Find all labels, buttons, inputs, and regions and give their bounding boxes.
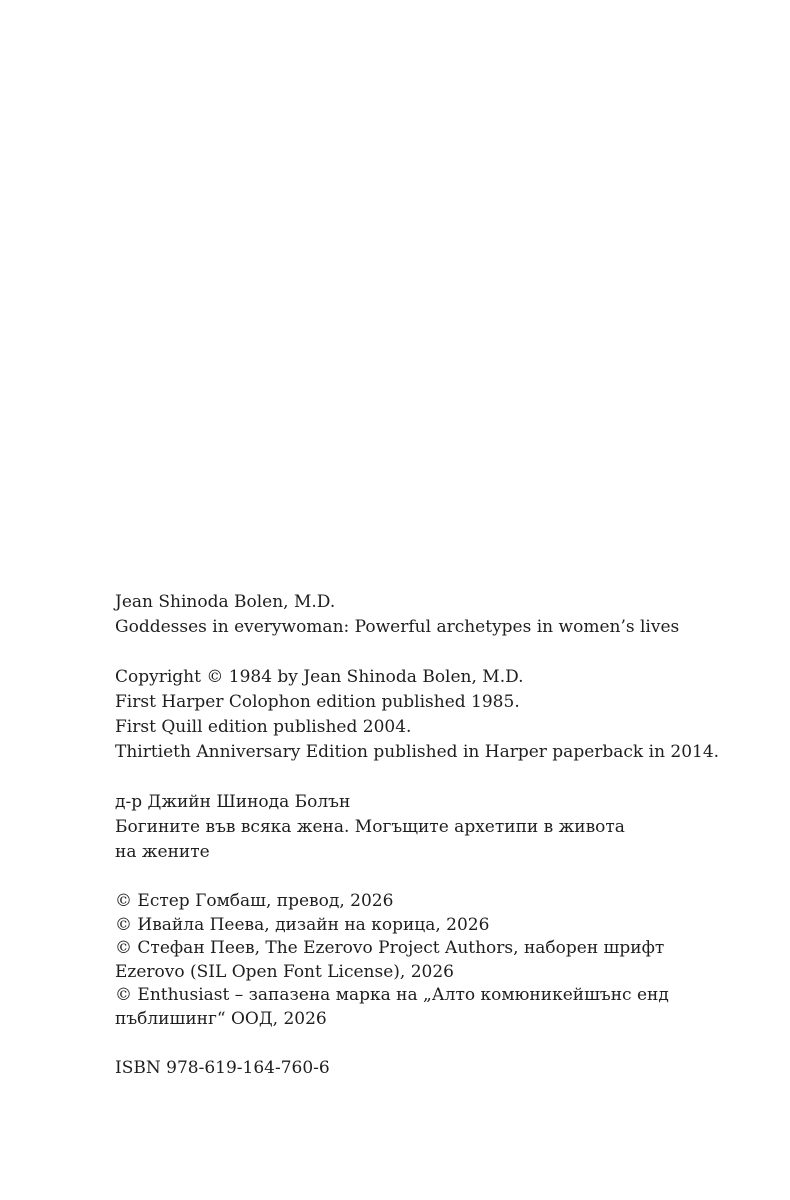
- bulgarian-title-line: Богините във всяка жена. Могъщите архетипи в живота: [115, 817, 625, 837]
- bulgarian-author: д-р Джийн Шинода Болън: [115, 792, 351, 812]
- credit-line: © Естер Гомбаш, превод, 2026: [115, 891, 394, 911]
- publication-history-line: Thirtieth Anniversary Edition published in Harper paperback in 2014.: [115, 742, 720, 762]
- credit-line: пъблишинг“ ООД, 2026: [115, 1008, 327, 1029]
- credits-section: [115, 890, 715, 1031]
- credit-line: © Enthusiast – запазена марка на „Алто комюникейшънс енд: [115, 985, 669, 1005]
- original-title: Goddesses in everywoman: Powerful archetypes in women’s lives: [115, 617, 680, 637]
- credit-line: © Ивайла Пеева, дизайн на корица, 2026: [115, 914, 490, 935]
- credit-line: Ezerovo (SIL Open Font License), 2026: [115, 961, 454, 982]
- publication-history-line: First Harper Colophon edition published 1985.: [115, 692, 520, 712]
- original-edition-section: [115, 590, 715, 640]
- isbn: ISBN 978-619-164-760-6: [115, 1058, 330, 1078]
- bulgarian-edition-section: [115, 790, 715, 865]
- publication-history-section: [115, 665, 720, 765]
- bulgarian-title-line: на жените: [115, 842, 210, 862]
- publication-history-line: First Quill edition published 2004.: [115, 717, 412, 737]
- isbn-section: [115, 1056, 715, 1081]
- original-author: Jean Shinoda Bolen, M.D.: [115, 592, 336, 612]
- publication-history-line: Copyright © 1984 by Jean Shinoda Bolen, M.D.: [115, 667, 524, 687]
- copyright-block: [115, 590, 720, 1081]
- credit-line: © Стефан Пеев, The Ezerovo Project Authors, наборен шрифт: [115, 938, 665, 958]
